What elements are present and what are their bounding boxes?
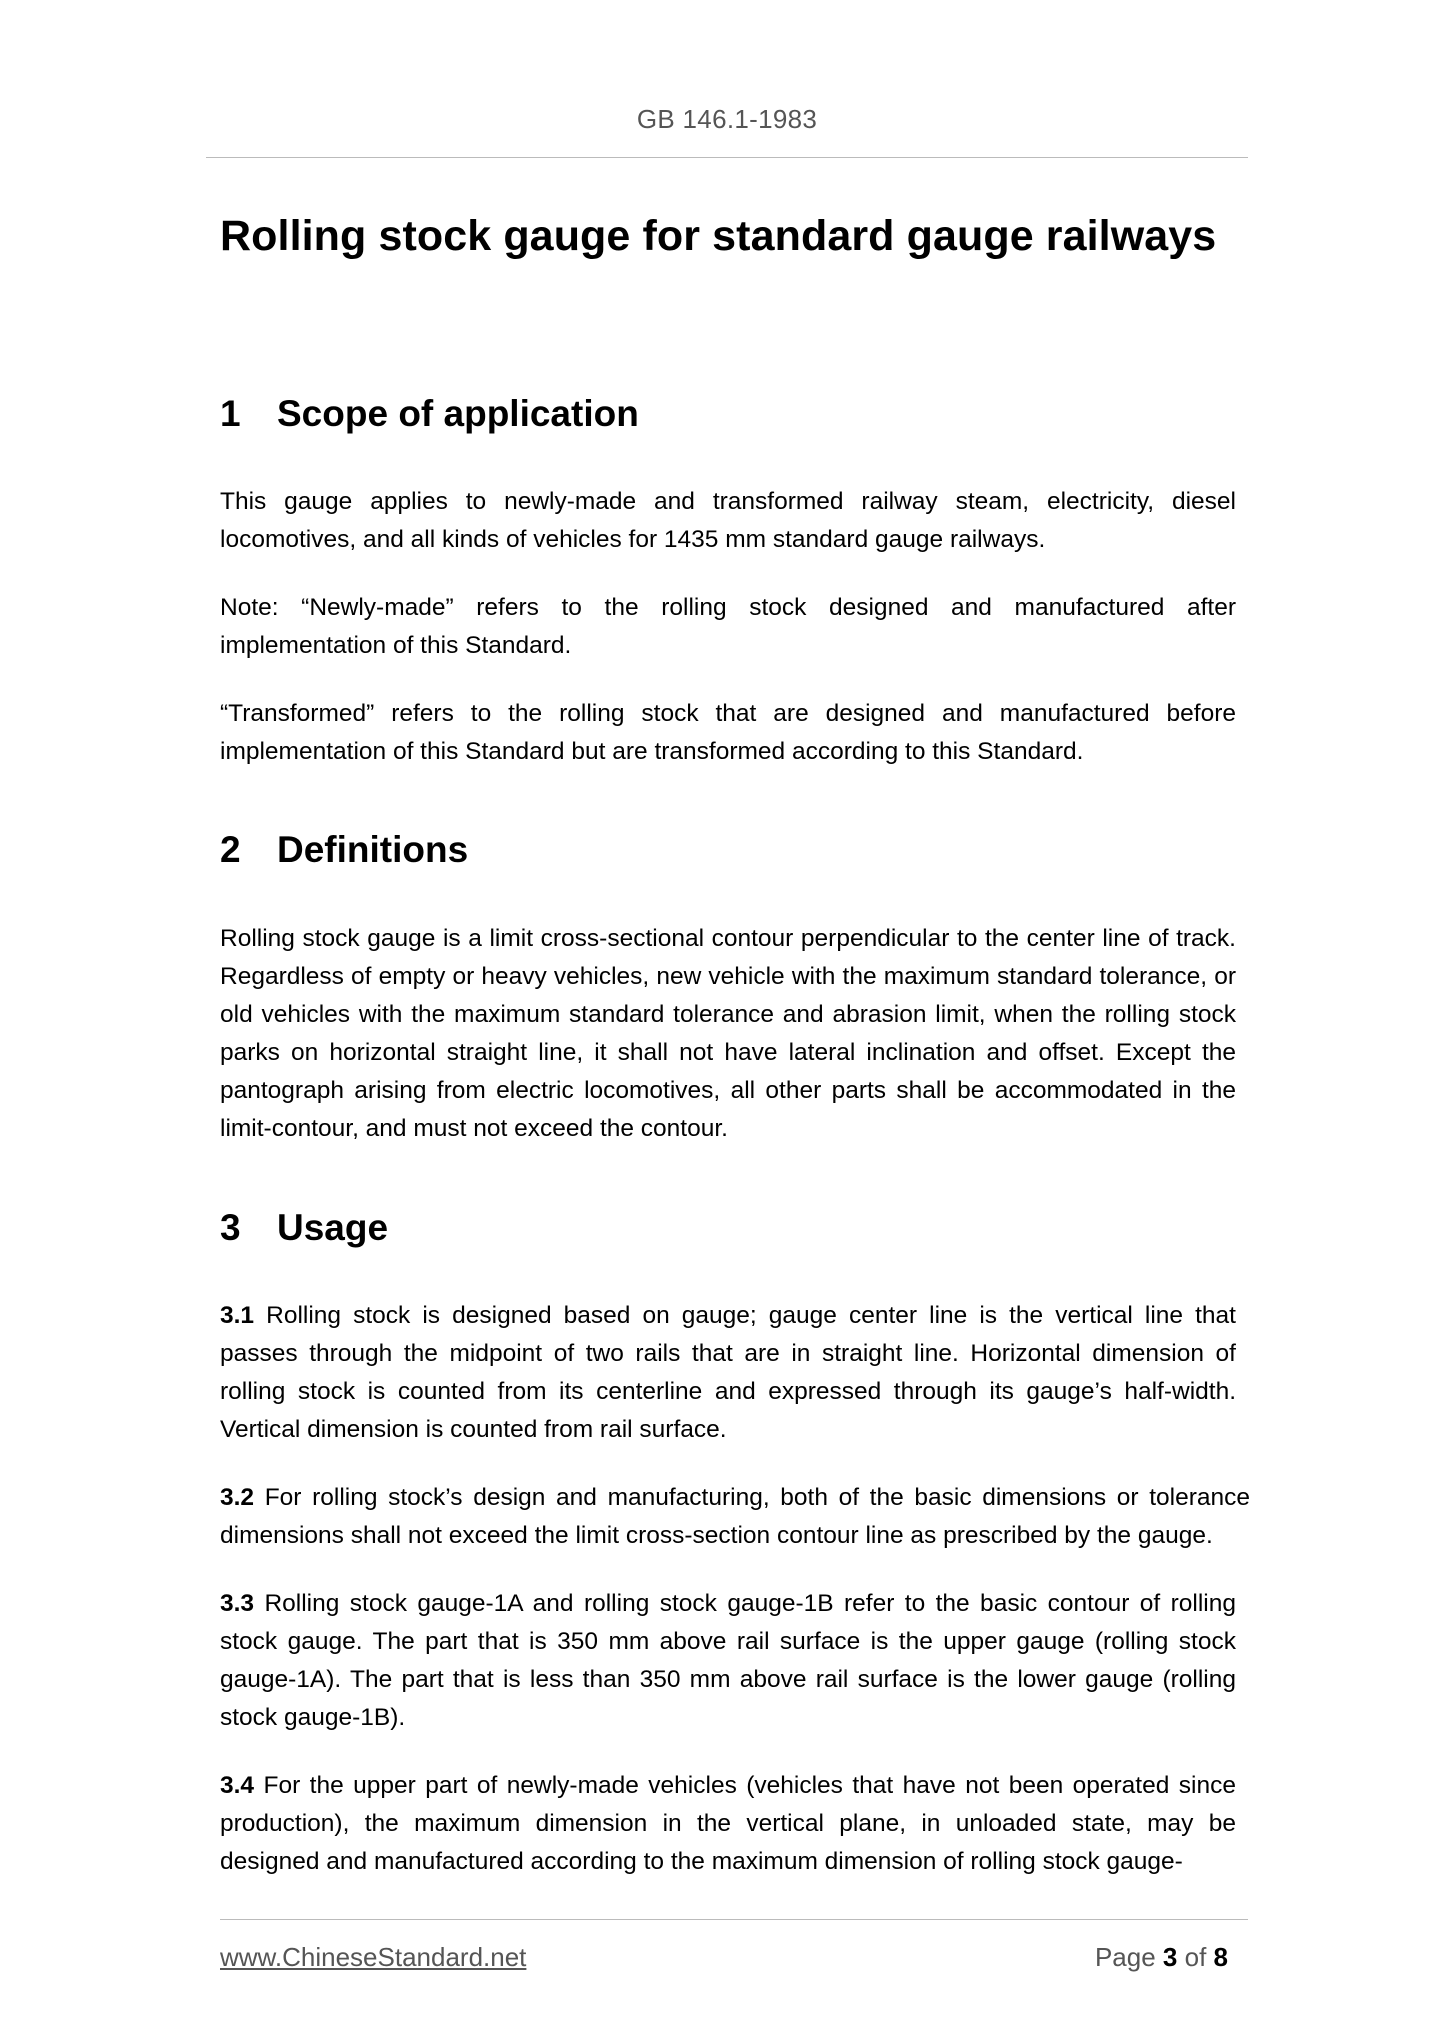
clause-3-1-text: Rolling stock is designed based on gauge; gauge center line is the vertical line that passes through the midpoint of two rails that are in straight line. Horizontal dimension of rolling stock is counted from its centerline and expressed through its gauge’s half-width. Vertical dimension is counted from rail surface.: [220, 1302, 1236, 1443]
clause-3-4: [220, 1767, 1236, 1881]
footer-divider: [220, 1919, 1248, 1920]
section-3-number: 3: [220, 1207, 241, 1248]
footer-page-current: 3: [1162, 1942, 1178, 1972]
section-1-note: Note: “Newly-made” refers to the rolling stock designed and manufactured after implementation of this Standard.: [220, 594, 1236, 659]
clause-3-2-text: For rolling stock’s design and manufacturing, both of the basic dimensions or tolerance dimensions shall not exceed the limit cross-section contour line as prescribed by the gauge.: [220, 1484, 1251, 1549]
clause-3-1: [220, 1297, 1236, 1449]
document-title: Rolling stock gauge for standard gauge railways: [220, 212, 1217, 260]
footer-page-of: of: [1184, 1942, 1207, 1972]
section-1-paragraph-1: This gauge applies to newly-made and transformed railway steam, electricity, diesel locomotives, and all kinds of vehicles for 1435 mm standard gauge railways.: [220, 488, 1236, 553]
footer-website-link[interactable]: www.ChineseStandard.net: [220, 1942, 527, 1972]
section-2-paragraph-1: Rolling stock gauge is a limit cross-sectional contour perpendicular to the center line of track. Regardless of empty or heavy vehicles, new vehicle with the maximum standard tolerance, or old vehicles with the maximum standard tolerance and abrasion limit, when the rolling stock parks on horizontal straight line, it shall not have lateral inclination and offset. Except the pantograph arising from electric locomotives, all other parts shall be accommodated in the limit-contour, and must not exceed the contour.: [220, 925, 1236, 1142]
section-3-title: Usage: [277, 1207, 389, 1248]
footer-page-prefix: Page: [1094, 1942, 1156, 1972]
clause-3-2-number: 3.2: [220, 1484, 255, 1511]
footer-page-total: 8: [1213, 1942, 1228, 1972]
footer-page-number: [1095, 1942, 1228, 1973]
page-header: GB 146.1-1983: [636, 104, 818, 134]
section-2-number: 2: [220, 829, 241, 870]
clause-3-3: [220, 1585, 1236, 1737]
section-3-heading: [220, 1207, 388, 1249]
section-2-heading: [220, 829, 468, 871]
section-1-paragraph-3: “Transformed” refers to the rolling stock that are designed and manufactured before implementation of this Standard but are transformed according to this Standard.: [220, 700, 1236, 765]
clause-3-3-text: Rolling stock gauge-1A and rolling stock gauge-1B refer to the basic contour of rolling stock gauge. The part that is 350 mm above rail surface is the upper gauge (rolling stock gauge-1A). The part that is less than 350 mm above rail surface is the lower gauge (rolling stock gauge-1B).: [220, 1590, 1236, 1731]
header-divider: [206, 157, 1248, 158]
section-1-heading: [220, 393, 639, 435]
clause-3-4-text: For the upper part of newly-made vehicles (vehicles that have not been operated since production), the maximum dimension in the vertical plane, in unloaded state, may be designed and manufactured according to the maximum dimension of rolling stock gauge-: [220, 1772, 1236, 1875]
clause-3-2: [220, 1479, 1250, 1555]
clause-3-1-number: 3.1: [220, 1302, 255, 1329]
section-1-title: Scope of application: [277, 393, 639, 434]
section-1-number: 1: [220, 393, 241, 434]
section-2-title: Definitions: [277, 829, 469, 870]
clause-3-4-number: 3.4: [220, 1772, 255, 1799]
clause-3-3-number: 3.3: [220, 1590, 255, 1617]
